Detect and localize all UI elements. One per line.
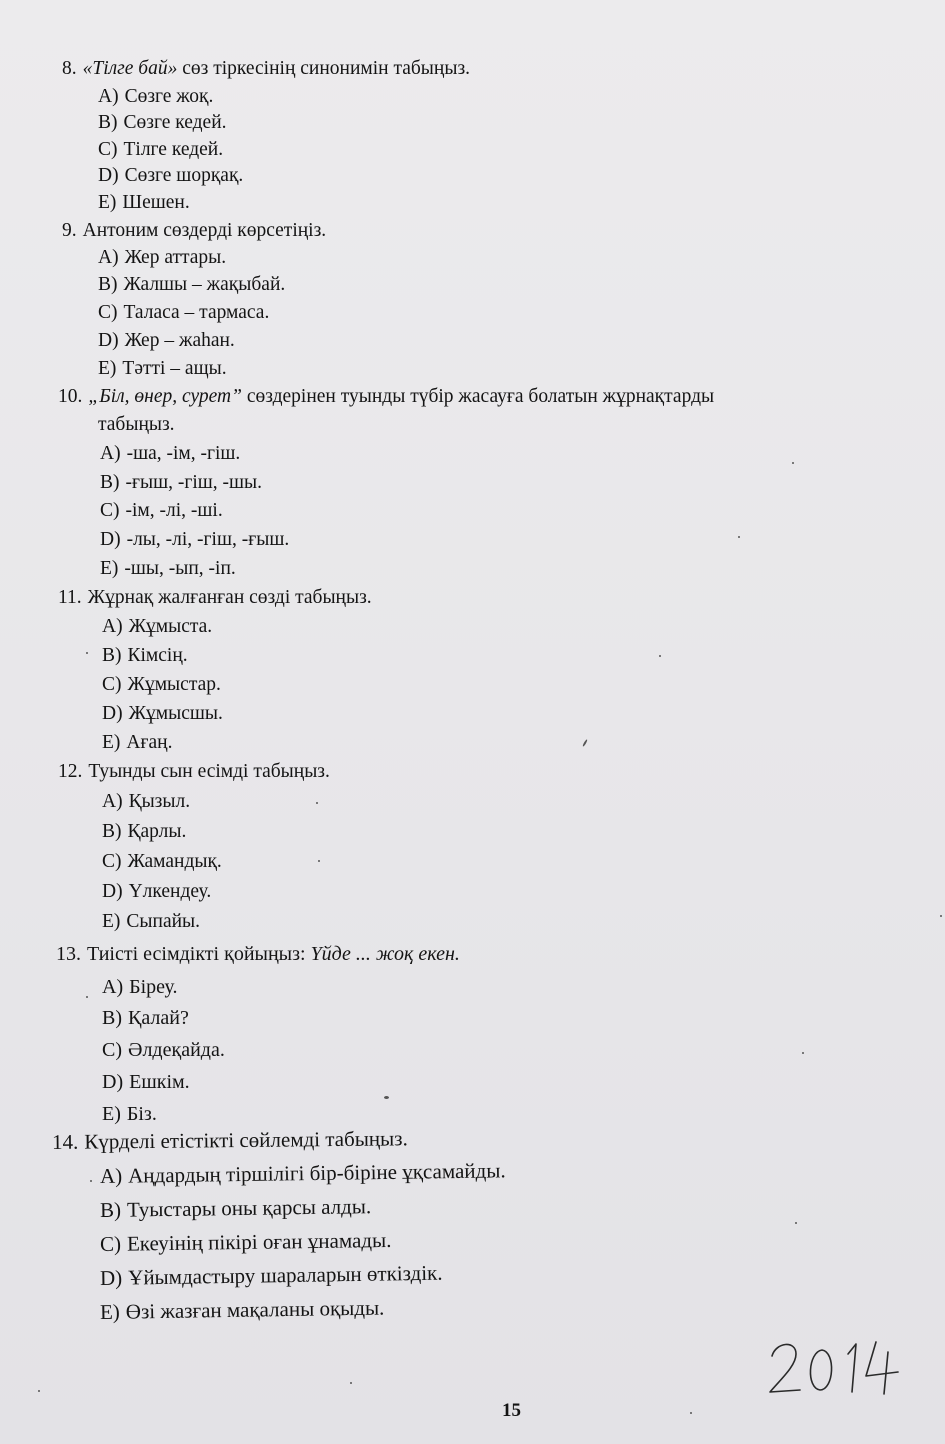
question-stem-continuation: табыңыз. [98, 414, 175, 435]
option-text: Жұмысшы. [128, 703, 223, 724]
option-letter: A) [99, 1163, 123, 1188]
question-stem [58, 759, 330, 785]
answer-option [102, 701, 223, 727]
answer-option [98, 190, 190, 216]
option-text: Біз. [126, 1103, 157, 1125]
option-text: -ғыш, -гіш, -шы. [125, 472, 263, 493]
stem-text: Күрделі етістікті сөйлемді табыңыз. [84, 1126, 408, 1154]
option-letter: D) [102, 703, 123, 724]
option-letter: A) [102, 616, 123, 637]
answer-option [102, 672, 221, 698]
stem-text: Туынды сын есімді табыңыз. [88, 761, 330, 782]
answer-option [102, 614, 212, 640]
option-text: -ша, -ім, -гіш. [126, 443, 241, 464]
option-text: -шы, -ып, -іп. [124, 558, 236, 579]
option-letter: A) [98, 247, 119, 268]
answer-option [100, 1260, 443, 1291]
answer-option [98, 137, 223, 163]
question-number: 14. [51, 1129, 79, 1154]
answer-option [100, 556, 236, 582]
scan-speck [738, 536, 740, 538]
scan-speck [316, 802, 318, 804]
option-text: Жалшы – жақыбай. [123, 274, 286, 295]
answer-option [98, 245, 226, 271]
option-letter: C) [102, 1039, 122, 1061]
option-text: Тәтті – ащы. [122, 358, 227, 379]
option-letter: B) [102, 1007, 122, 1029]
option-letter: C) [99, 1231, 122, 1256]
answer-option [100, 470, 262, 496]
answer-option [100, 1227, 392, 1257]
question-number: 8. [62, 58, 77, 79]
stem-italic-phrase: „Біл, өнер, сурет” [88, 386, 242, 407]
answer-option [100, 1295, 385, 1325]
option-text: Сыпайы. [126, 911, 201, 932]
option-letter: D) [98, 330, 119, 351]
answer-option [102, 1069, 190, 1095]
option-text: Жер аттары. [124, 247, 227, 268]
stem-text: Антоним сөздерді көрсетіңіз. [82, 220, 327, 241]
option-letter: E) [99, 1299, 121, 1324]
option-letter: B) [102, 821, 122, 842]
question-stem [52, 1125, 408, 1155]
scan-speck [802, 1052, 804, 1054]
option-letter: E) [102, 1103, 121, 1125]
option-text: Өзі жазған мақаланы оқыды. [125, 1295, 385, 1324]
option-text: Сөзге кедей. [123, 112, 227, 133]
question-stem [58, 384, 714, 410]
option-text: Тілге кедей. [123, 139, 224, 160]
option-text: Ешкім. [129, 1071, 190, 1093]
question-number: 10. [58, 386, 83, 407]
option-text: Жер – жаһан. [124, 330, 235, 351]
option-letter: C) [98, 302, 118, 323]
answer-option [102, 849, 222, 875]
option-letter: E) [100, 558, 119, 579]
option-letter: E) [102, 911, 121, 932]
option-letter: A) [100, 443, 121, 464]
stem-text: Жұрнақ жалғанған сөзді табыңыз. [87, 587, 372, 608]
scan-speck [318, 860, 320, 862]
option-text: Жамандық. [127, 851, 222, 872]
option-text: Кімсің. [127, 645, 188, 666]
scan-speck [86, 996, 88, 998]
option-letter: D) [99, 1265, 123, 1290]
option-text: Екеуінің пікірі оған ұнамады. [126, 1227, 392, 1256]
scan-speck [384, 1096, 389, 1099]
handwritten-year-mark [766, 1330, 906, 1400]
question-number: 12. [58, 761, 83, 782]
option-text: Әлдеқайда. [128, 1039, 225, 1061]
stem-text: сөздерінен туынды түбір жасауға болатын жұрнақтарды [246, 386, 715, 407]
answer-option [100, 441, 240, 467]
option-letter: C) [98, 139, 118, 160]
option-letter: B) [100, 472, 120, 493]
answer-option [102, 789, 190, 815]
option-text: Ағаң. [126, 732, 173, 753]
option-text: Ұйымдастыру шараларын өткіздік. [127, 1260, 443, 1290]
scan-speck [582, 739, 588, 747]
option-letter: A) [102, 791, 123, 812]
option-letter: D) [102, 881, 123, 902]
option-letter: B) [98, 112, 118, 133]
scan-speck [795, 1222, 797, 1224]
option-text: Аңдардың тіршілігі бір-біріне ұқсамайды. [128, 1158, 506, 1188]
answer-option [102, 879, 211, 905]
option-text: Сөзге жоқ. [124, 86, 214, 107]
answer-option [100, 527, 289, 553]
question-number: 13. [56, 943, 81, 965]
option-text: -ім, -лі, -ші. [125, 500, 223, 521]
option-text: Шешен. [122, 192, 190, 213]
option-text: Туыстары оны қарсы алды. [126, 1194, 372, 1222]
answer-option [102, 974, 178, 1000]
option-letter: C) [102, 674, 122, 695]
option-text: Жұмыста. [128, 616, 213, 637]
page-number: 15 [502, 1400, 521, 1421]
option-letter: A) [102, 976, 124, 998]
answer-option [102, 643, 188, 669]
answer-option [100, 1157, 506, 1189]
option-letter: E) [102, 732, 121, 753]
answer-option [102, 909, 200, 935]
option-letter: E) [98, 358, 117, 379]
scan-speck [90, 1180, 92, 1182]
option-letter: C) [102, 851, 122, 872]
scan-speck [940, 915, 942, 917]
stem-italic-phrase: «Тілге бай» [82, 58, 178, 79]
option-text: Қызыл. [128, 791, 191, 812]
option-letter: B) [99, 1197, 122, 1222]
scan-speck [38, 1390, 40, 1392]
question-number: 9. [62, 220, 77, 241]
option-text: Жұмыстар. [127, 674, 221, 695]
answer-option [98, 163, 243, 189]
question-stem [58, 585, 372, 611]
option-text: Біреу. [129, 976, 178, 998]
answer-option [100, 498, 223, 524]
answer-option [98, 356, 227, 382]
question-stem [62, 218, 326, 244]
answer-option [100, 1193, 371, 1223]
option-letter: B) [98, 274, 118, 295]
answer-option [102, 1005, 189, 1031]
question-stem [56, 941, 460, 967]
option-text: Үлкендеу. [128, 881, 212, 902]
option-text: Қарлы. [127, 821, 187, 842]
question-stem [62, 56, 470, 82]
option-text: -лы, -лі, -гіш, -ғыш. [126, 529, 290, 550]
question-number: 11. [58, 587, 82, 608]
scan-speck [690, 1412, 692, 1414]
stem-italic-phrase: Үйде ... жоқ екен. [310, 943, 460, 965]
answer-option [102, 819, 186, 845]
answer-option [102, 1037, 225, 1063]
option-letter: E) [98, 192, 117, 213]
stem-text: Тиісті есімдікті қойыңыз: [87, 943, 306, 965]
scan-speck [350, 1382, 352, 1384]
answer-option [102, 730, 172, 756]
answer-option [98, 300, 269, 326]
scan-speck [792, 462, 794, 464]
option-letter: D) [98, 165, 119, 186]
option-letter: C) [100, 500, 120, 521]
option-text: Сөзге шорқақ. [124, 165, 244, 186]
scan-speck [659, 655, 661, 657]
scan-speck [86, 652, 88, 654]
stem-text: сөз тіркесінің синонимін табыңыз. [182, 58, 471, 79]
answer-option [98, 272, 285, 298]
answer-option [98, 328, 235, 354]
option-text: Таласа – тармаса. [123, 302, 270, 323]
option-letter: B) [102, 645, 122, 666]
option-text: Қалай? [128, 1007, 189, 1029]
answer-option [98, 84, 213, 110]
option-letter: D) [102, 1071, 124, 1093]
answer-option [98, 110, 227, 136]
answer-option [102, 1101, 157, 1127]
option-letter: A) [98, 86, 119, 107]
option-letter: D) [100, 529, 121, 550]
